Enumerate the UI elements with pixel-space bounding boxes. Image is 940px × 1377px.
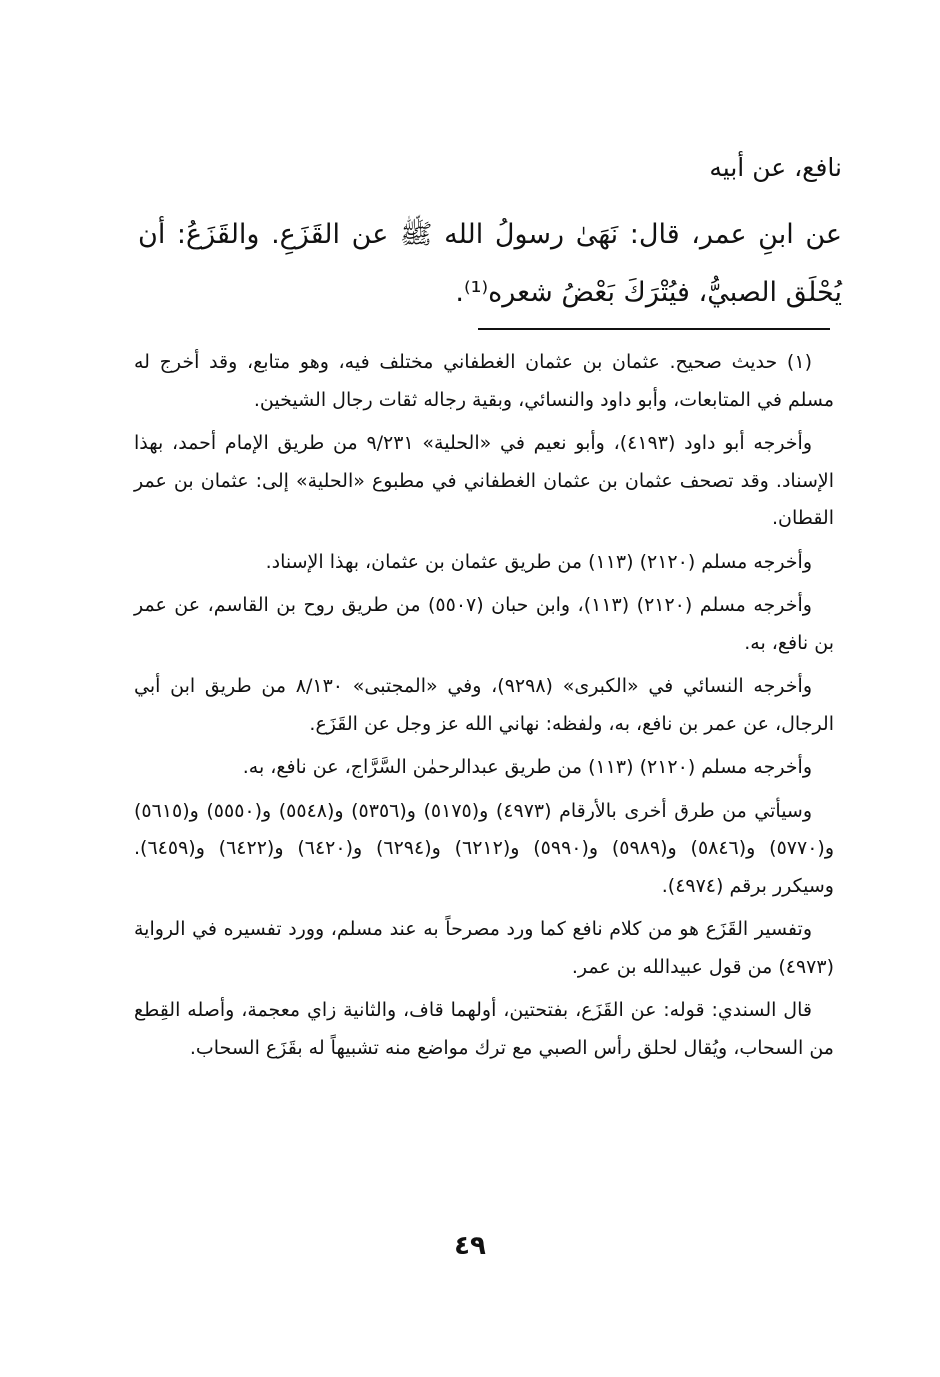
footnote-paragraph: وسيأتي من طرق أخرى بالأرقام (٤٩٧٣) و(٥١٧٥) و(٥٣٥٦) و(٥٥٤٨) و(٥٥٥٠) و(٥٦١٥) و(٥٧٧٠) و(٥٨٤٦) و(٥٩٨٩) و(٥٩٩٠) و(٦٢١٢) و(٦٢٩٤) و(٦٤٢٠) و(٦٤٢٢) و(٦٤٥٩). وسيكرر برقم (٤٩٧٤). (134, 799, 834, 897)
footnote-paragraph: وتفسير القَزَع هو من كلام نافع كما ورد مصرحاً به عند مسلم، وورد تفسيره في الرواية (٤٩٧٣) من قول عبيدالله بن عمر. (134, 918, 834, 978)
footnote-paragraph: قال السندي: قوله: عن القَزَع، بفتحتين، أولهما قاف، والثانية زاي معجمة، وأصله القِطع من السحاب، ويُقال لحلق رأس الصبي مع ترك مواضع منه تشبيهاً له بقَزَع السحاب. (134, 999, 834, 1059)
footnote-paragraph: وأخرجه أبو داود (٤١٩٣)، وأبو نعيم في «الحلية» ٩/٢٣١ من طريق الإمام أحمد، بهذا الإسناد. وقد تصحف عثمان بن عثمان الغطفاني في مطبوع «الحلية» إلى: عثمان بن عمر القطان. (134, 432, 834, 529)
footnote-paragraph: (١) حديث صحيح. عثمان بن عثمان الغطفاني مختلف فيه، وهو متابع، وقد أخرج له مسلم في المتابعات، وأبو داود والنسائي، وبقية رجاله ثقات رجال الشيخين. (134, 351, 834, 411)
footnote-separator (478, 328, 830, 330)
page-number: ٤٩ (454, 1231, 486, 1261)
footnote-paragraph: وأخرجه النسائي في «الكبرى» (٩٢٩٨)، وفي «المجتبى» ٨/١٣٠ من طريق ابن أبي الرجال، عن عمر بن نافع، به، ولفظه: نهاني الله عز وجل عن القَزَع. (134, 675, 834, 735)
hadith-text: عن ابنِ عمر، قال: نَهَىٰ رسولُ الله ﷺ عن القَزَعِ. والقَزَعُ: أن يُحْلَق الصبيُّ، فيُتْرَكَ بَعْضُ شعره⁽¹⁾. (138, 219, 842, 308)
footnote-paragraph: وأخرجه مسلم (٢١٢٠) (١١٣) من طريق عبدالرحمٰن السَّرَّاج، عن نافع، به. (242, 756, 812, 778)
footnote-paragraph: وأخرجه مسلم (٢١٢٠) (١١٣) من طريق عثمان بن عثمان، بهذا الإسناد. (265, 550, 812, 573)
footnote-paragraph: وأخرجه مسلم (٢١٢٠) (١١٣)، وابن حبان (٥٥٠٧) من طريق روح بن القاسم، عن عمر بن نافع، به. (134, 594, 834, 654)
footnotes (134, 344, 834, 1067)
isnad-line: نافع، عن أبيه (709, 153, 842, 182)
